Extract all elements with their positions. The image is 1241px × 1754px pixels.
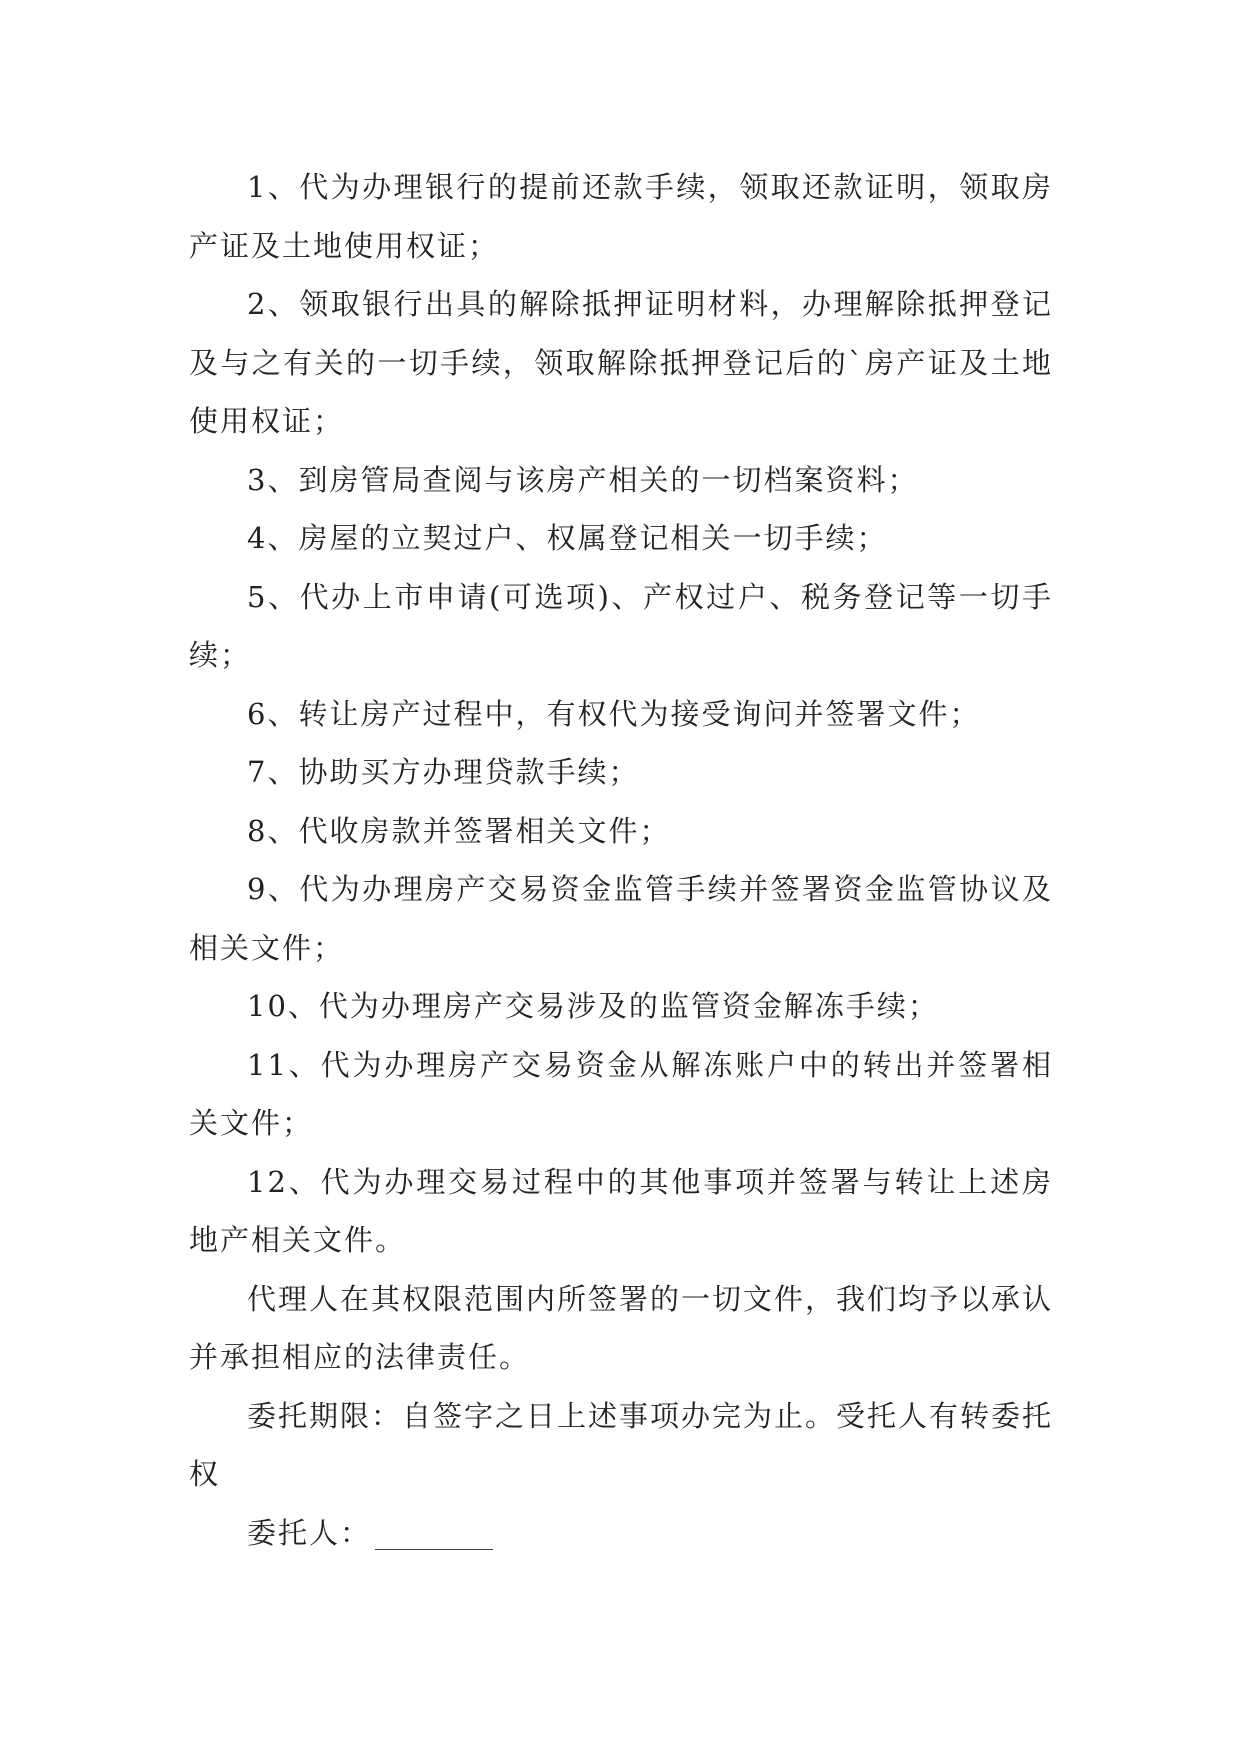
term-paragraph: 委托期限：自签字之日上述事项办完为止。受托人有转委托权 [189,1398,1054,1491]
authorization-item-2: 2、领取银行出具的解除抵押证明材料，办理解除抵押登记及与之有关的一切手续，领取解除抵押登记后的`房产证及土地使用权证； [189,287,1053,438]
authorization-item-5: 5、代办上市申请(可选项)、产权过户、税务登记等一切手续； [189,579,1053,672]
document-body [189,158,1053,1562]
authorization-item-1: 1、代为办理银行的提前还款手续，领取还款证明，领取房产证及土地使用权证； [189,170,1053,263]
authorization-item-8: 8、代收房款并签署相关文件； [247,813,671,848]
acknowledgement-paragraph: 代理人在其权限范围内所签署的一切文件，我们均予以承认并承担相应的法律责任。 [189,1281,1054,1374]
authorization-item-10: 10、代为办理房产交易涉及的监管资金解冻手续； [247,989,939,1023]
authorization-item-6: 6、转让房产过程中，有权代为接受询问并签署文件； [247,696,981,731]
signature-blank-line [375,1519,493,1550]
authorization-item-3: 3、到房管局查阅与该房产相关的一切档案资料； [247,462,919,497]
authorization-item-7: 7、协助买方办理贷款手续； [247,755,640,789]
signature-label: 委托人： [247,1515,372,1550]
signature-row [189,1504,1053,1563]
authorization-item-4: 4、房屋的立契过户、权属登记相关一切手续； [247,521,888,555]
authorization-item-11: 11、代为办理房产交易资金从解冻账户中的转出并签署相关文件； [189,1047,1053,1140]
authorization-item-12: 12、代为办理交易过程中的其他事项并签署与转让上述房地产相关文件。 [189,1164,1053,1257]
authorization-item-9: 9、代为办理房产交易资金监管手续并签署资金监管协议及相关文件； [189,872,1053,965]
